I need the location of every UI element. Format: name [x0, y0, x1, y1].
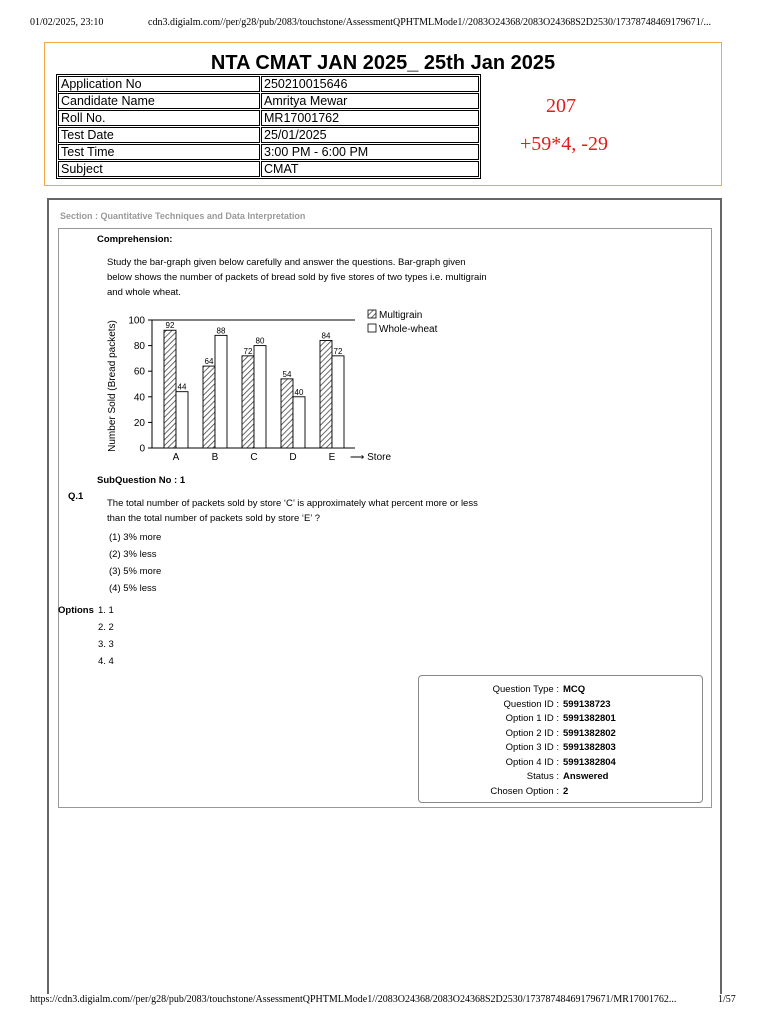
question-number: Q.1 [68, 491, 84, 502]
bar-data-label: 88 [216, 326, 226, 336]
score-breakdown: +59*4, -29 [520, 133, 608, 155]
meta-value: Answered [563, 771, 609, 782]
info-label: Test Time [58, 144, 260, 160]
question-text-line: than the total number of packets sold by store ‘E’ ? [107, 513, 320, 524]
option-item: 2. 2 [98, 622, 114, 633]
y-axis-label: Number Sold (Bread packets) [107, 320, 118, 452]
meta-value: 5991382803 [563, 742, 616, 753]
question-text-line: The total number of packets sold by store ‘C’ is approximately what percent more or less [107, 498, 478, 509]
meta-label: Option 2 ID : [505, 727, 559, 739]
bar-whole-wheat-a [176, 392, 188, 448]
bar-data-label: 40 [294, 387, 304, 397]
question-choice: (3) 5% more [109, 566, 162, 577]
bar-data-label: 92 [165, 321, 175, 331]
table-row [58, 110, 479, 126]
meta-label: Option 1 ID : [505, 713, 559, 724]
bar-whole-wheat-e [332, 356, 344, 448]
meta-label: Option 3 ID : [505, 742, 559, 753]
x-axis-label: ⟶ Store [350, 452, 392, 463]
y-tick-label: 80 [133, 341, 145, 353]
option-item: 1. 1 [98, 605, 114, 616]
x-tick-label: B [211, 452, 219, 463]
page-number: 1/57 [718, 994, 736, 1005]
x-tick-label: D [289, 452, 297, 463]
info-label: Candidate Name [58, 93, 260, 109]
legend-label-whole-wheat: Whole-wheat [379, 324, 438, 335]
bar-multigrain-c [242, 356, 254, 448]
meta-value: 5991382802 [563, 727, 616, 739]
legend-swatch-multigrain [368, 310, 376, 318]
y-tick-label: 20 [133, 417, 145, 429]
meta-value: 2 [563, 785, 569, 797]
bar-multigrain-b [203, 366, 215, 448]
bar-whole-wheat-d [293, 397, 305, 448]
legend-label-multigrain: Multigrain [379, 310, 423, 321]
x-tick-label: A [172, 452, 180, 463]
question-choice: (1) 3% more [109, 532, 162, 543]
bar-data-label: 44 [177, 382, 187, 392]
info-value: 250210015646 [261, 76, 479, 92]
bar-whole-wheat-b [215, 335, 227, 448]
y-tick-label: 100 [128, 315, 145, 327]
question-choice: (2) 3% less [109, 549, 157, 560]
option-item: 4. 4 [98, 656, 114, 667]
comprehension-line: Study the bar-graph given below carefully and answer the questions. Bar-graph given [107, 257, 466, 268]
bar-multigrain-e [320, 340, 332, 448]
table-row [58, 144, 479, 160]
bar-chart [100, 300, 460, 470]
candidate-info-table [56, 74, 481, 179]
info-value: CMAT [261, 161, 479, 177]
meta-label: Chosen Option : [490, 785, 559, 797]
legend-swatch-whole-wheat [368, 324, 376, 332]
meta-label: Question Type : [492, 684, 559, 695]
bar-data-label: 64 [204, 357, 214, 367]
comprehension-line: and whole wheat. [107, 287, 181, 298]
print-footer-url: https://cdn3.digialm.com//per/g28/pub/2083/touchstone/AssessmentQPHTMLMode1//2083O24368/2083O24368S2D2530/17378748469179671/MR17001762... [30, 994, 677, 1005]
meta-value: 5991382801 [563, 713, 616, 724]
y-tick-label: 0 [139, 443, 145, 455]
page-title: NTA CMAT JAN 2025_ 25th Jan 2025 [210, 52, 556, 74]
info-label: Application No [58, 76, 260, 92]
question-choice: (4) 5% less [109, 583, 157, 594]
info-value: MR17001762 [261, 110, 479, 126]
meta-label: Option 4 ID : [505, 756, 559, 768]
bar-multigrain-a [164, 330, 176, 448]
comprehension-heading: Comprehension: [97, 234, 173, 245]
x-tick-label: E [328, 452, 336, 463]
meta-value: 599138723 [563, 698, 611, 710]
info-value: 3:00 PM - 6:00 PM [261, 144, 479, 160]
meta-label: Question ID : [503, 698, 559, 710]
info-value: Amritya Mewar [261, 93, 479, 109]
y-tick-label: 60 [133, 366, 145, 378]
bar-data-label: 54 [282, 369, 292, 379]
table-row [58, 93, 479, 109]
bar-data-label: 72 [333, 346, 343, 356]
meta-label: Status : [526, 771, 559, 782]
comprehension-line: below shows the number of packets of bread sold by five stores of two types i.e. multigrain [107, 272, 487, 283]
subquestion-label: SubQuestion No : 1 [97, 475, 186, 486]
info-label: Roll No. [58, 110, 260, 126]
bar-data-label: 72 [243, 346, 253, 356]
score-total: 207 [546, 95, 576, 117]
print-header-url: cdn3.digialm.com//per/g28/pub/2083/touchstone/AssessmentQPHTMLMode1//2083O24368/2083O24368S2D2530/17378748469179671/... [148, 17, 712, 28]
question-meta-panel [418, 675, 703, 803]
info-label: Test Date [58, 127, 260, 143]
meta-value: 5991382804 [563, 756, 616, 768]
x-tick-label: C [250, 452, 258, 463]
info-value: 25/01/2025 [261, 127, 479, 143]
meta-value: MCQ [563, 684, 586, 695]
bar-multigrain-d [281, 379, 293, 448]
table-row [58, 161, 479, 177]
table-row [58, 76, 479, 92]
bar-data-label: 84 [321, 331, 331, 341]
print-datetime: 01/02/2025, 23:10 [30, 17, 104, 28]
option-item: 3. 3 [98, 639, 114, 650]
bar-whole-wheat-c [254, 346, 266, 448]
table-row [58, 127, 479, 143]
info-label: Subject [58, 161, 260, 177]
y-tick-label: 40 [133, 392, 145, 404]
section-title: Section : Quantitative Techniques and Data Interpretation [60, 211, 306, 221]
bar-data-label: 80 [255, 336, 265, 346]
options-label: Options [58, 605, 94, 616]
